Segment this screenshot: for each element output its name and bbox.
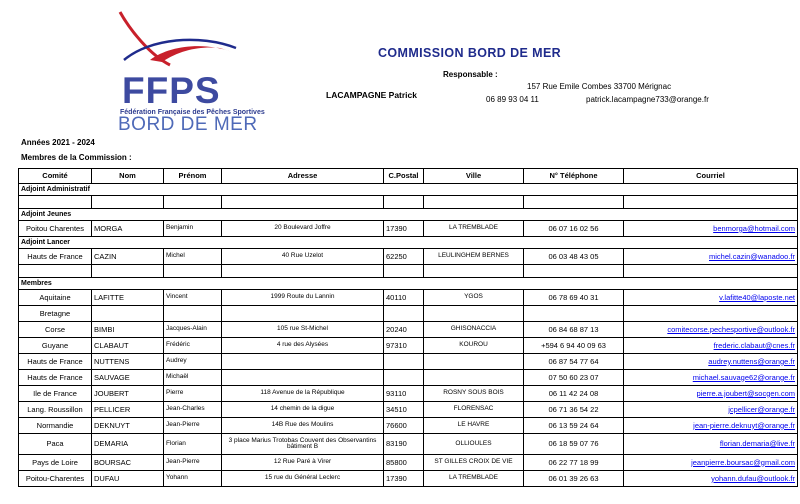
cell-nom: DUFAU <box>92 471 164 487</box>
cell-cp: 97310 <box>384 338 424 354</box>
table-row-empty <box>19 196 798 209</box>
section-adjoint-admin <box>19 184 798 196</box>
col-telephone: N° Téléphone <box>524 169 624 184</box>
table-cell-empty <box>92 196 164 209</box>
responsable-phone: 06 89 93 04 11 <box>486 95 539 104</box>
cell-cp: 17390 <box>384 221 424 237</box>
cell-telephone: 06 03 48 43 05 <box>524 249 624 265</box>
cell-nom: DEKNUYT <box>92 418 164 434</box>
cell-courriel[interactable]: benmorga@hotmail.com <box>624 221 798 237</box>
cell-comite: Paca <box>19 434 92 455</box>
cell-comite: Normandie <box>19 418 92 434</box>
table-cell-empty <box>19 265 92 278</box>
cell-ville: LA TREMBLADE <box>424 471 524 487</box>
table-row-empty <box>19 265 798 278</box>
cell-adresse: 105 rue St-Michel <box>222 322 384 338</box>
cell-adresse: 40 Rue Uzelot <box>222 249 384 265</box>
table-row <box>19 434 798 455</box>
cell-telephone: 06 87 54 77 64 <box>524 354 624 370</box>
cell-comite: Bretagne <box>19 306 92 322</box>
cell-comite: Poitou-Charentes <box>19 471 92 487</box>
cell-cp: 62250 <box>384 249 424 265</box>
cell-adresse: 14 chemin de la digue <box>222 402 384 418</box>
table-row <box>19 471 798 487</box>
table-cell-empty <box>524 265 624 278</box>
cell-prenom: Audrey <box>164 354 222 370</box>
col-prenom: Prénom <box>164 169 222 184</box>
cell-comite: Poitou Charentes <box>19 221 92 237</box>
cell-telephone: 06 18 59 07 76 <box>524 434 624 455</box>
cell-nom: PELLICER <box>92 402 164 418</box>
col-ville: Ville <box>424 169 524 184</box>
cell-adresse: 4 rue des Alysées <box>222 338 384 354</box>
cell-cp: 93110 <box>384 386 424 402</box>
col-courriel: Courriel <box>624 169 798 184</box>
cell-prenom <box>164 306 222 322</box>
cell-telephone: 06 01 39 26 63 <box>524 471 624 487</box>
cell-cp <box>384 354 424 370</box>
cell-prenom: Jean-Pierre <box>164 418 222 434</box>
section-filler <box>164 278 798 290</box>
cell-ville: ST GILLES CROIX DE VIE <box>424 455 524 471</box>
cell-courriel[interactable]: yohann.dufau@outlook.fr <box>624 471 798 487</box>
cell-comite: Hauts de France <box>19 370 92 386</box>
cell-nom: CAZIN <box>92 249 164 265</box>
table-cell-empty <box>524 196 624 209</box>
logo-subtitle: Fédération Française des Pêches Sportives <box>120 109 265 116</box>
responsable-address: 157 Rue Emile Combes 33700 Mérignac <box>527 82 672 91</box>
table-row <box>19 354 798 370</box>
cell-adresse: 118 Avenue de la République <box>222 386 384 402</box>
cell-telephone: 06 84 68 87 13 <box>524 322 624 338</box>
table-row <box>19 402 798 418</box>
cell-telephone: 06 71 36 54 22 <box>524 402 624 418</box>
cell-courriel[interactable]: florian.demaria@live.fr <box>624 434 798 455</box>
cell-prenom: Benjamin <box>164 221 222 237</box>
cell-nom: BIMBI <box>92 322 164 338</box>
responsable-email: patrick.lacampagne733@orange.fr <box>586 95 709 104</box>
cell-prenom: Yohann <box>164 471 222 487</box>
cell-adresse: 14B Rue des Moulins <box>222 418 384 434</box>
cell-nom: BOURSAC <box>92 455 164 471</box>
cell-comite: Corse <box>19 322 92 338</box>
cell-telephone: 06 78 69 40 31 <box>524 290 624 306</box>
cell-adresse <box>222 370 384 386</box>
cell-ville: YGOS <box>424 290 524 306</box>
table-cell-empty <box>384 196 424 209</box>
logo-tagline: BORD DE MER <box>118 114 258 135</box>
cell-ville: LA TREMBLADE <box>424 221 524 237</box>
cell-nom: LAFITTE <box>92 290 164 306</box>
cell-prenom: Jacques-Alain <box>164 322 222 338</box>
cell-ville <box>424 354 524 370</box>
section-label: Adjoint Jeunes <box>19 209 164 221</box>
table-cell-empty <box>424 196 524 209</box>
cell-ville <box>424 370 524 386</box>
cell-courriel[interactable]: frederic.clabaut@cnes.fr <box>624 338 798 354</box>
page-title: COMMISSION BORD DE MER <box>378 46 562 60</box>
cell-prenom: Florian <box>164 434 222 455</box>
cell-ville <box>424 306 524 322</box>
table-row <box>19 306 798 322</box>
section-label: Membres <box>19 278 164 290</box>
section-adjoint-jeunes <box>19 209 798 221</box>
cell-cp: 17390 <box>384 471 424 487</box>
cell-ville: LEULINGHEM BERNES <box>424 249 524 265</box>
cell-prenom: Jean-Charles <box>164 402 222 418</box>
section-label: Adjoint Administratif <box>19 184 164 196</box>
table-row <box>19 290 798 306</box>
cell-ville: FLORENSAC <box>424 402 524 418</box>
table-cell-empty <box>624 196 798 209</box>
cell-telephone: +594 6 94 40 09 63 <box>524 338 624 354</box>
logo-acronym: FFPS <box>122 70 221 111</box>
cell-telephone <box>524 306 624 322</box>
section-label: Adjoint Lancer <box>19 237 164 249</box>
cell-prenom: Frédéric <box>164 338 222 354</box>
cell-nom: DEMARIA <box>92 434 164 455</box>
cell-courriel[interactable]: comitecorse.pechesportive@outlook.fr <box>624 322 798 338</box>
cell-cp: 83190 <box>384 434 424 455</box>
cell-adresse: 15 rue du Général Leclerc <box>222 471 384 487</box>
cell-courriel[interactable]: michael.sauvage62@orange.fr <box>624 370 798 386</box>
cell-telephone: 06 11 42 24 08 <box>524 386 624 402</box>
col-comite: Comité <box>19 169 92 184</box>
members-label: Membres de la Commission : <box>21 153 132 162</box>
table-cell-empty <box>19 196 92 209</box>
cell-ville: ROSNY SOUS BOIS <box>424 386 524 402</box>
cell-courriel[interactable]: pierre.a.joubert@socgen.com <box>624 386 798 402</box>
cell-prenom: Pierre <box>164 386 222 402</box>
col-cp: C.Postal <box>384 169 424 184</box>
table-cell-empty <box>222 265 384 278</box>
cell-ville: KOUROU <box>424 338 524 354</box>
cell-adresse <box>222 354 384 370</box>
table-cell-empty <box>424 265 524 278</box>
cell-courriel[interactable]: michel.cazin@wanadoo.fr <box>624 249 798 265</box>
cell-comite: Pays de Loire <box>19 455 92 471</box>
cell-telephone: 06 22 77 18 99 <box>524 455 624 471</box>
section-filler <box>164 209 798 221</box>
table-cell-empty <box>164 265 222 278</box>
section-filler <box>164 184 798 196</box>
cell-ville: OLLIOULES <box>424 434 524 455</box>
cell-cp <box>384 306 424 322</box>
table-row <box>19 418 798 434</box>
table-row <box>19 338 798 354</box>
cell-ville: GHISONACCIA <box>424 322 524 338</box>
table-cell-empty <box>92 265 164 278</box>
cell-telephone: 07 50 60 23 07 <box>524 370 624 386</box>
cell-nom <box>92 306 164 322</box>
cell-nom: MORGA <box>92 221 164 237</box>
section-membres <box>19 278 798 290</box>
cell-courriel[interactable]: v.lafitte40@laposte.net <box>624 290 798 306</box>
cell-telephone: 06 07 16 02 56 <box>524 221 624 237</box>
cell-comite: Ile de France <box>19 386 92 402</box>
table-cell-empty <box>624 265 798 278</box>
cell-nom: CLABAUT <box>92 338 164 354</box>
cell-courriel[interactable]: jeanpierre.boursac@gmail.com <box>624 455 798 471</box>
cell-nom: SAUVAGE <box>92 370 164 386</box>
cell-adresse <box>222 306 384 322</box>
cell-cp: 40110 <box>384 290 424 306</box>
cell-courriel <box>624 306 798 322</box>
col-nom: Nom <box>92 169 164 184</box>
cell-cp: 76600 <box>384 418 424 434</box>
cell-adresse: 1999 Route du Lannin <box>222 290 384 306</box>
cell-cp: 85800 <box>384 455 424 471</box>
cell-courriel[interactable]: audrey.nuttens@orange.fr <box>624 354 798 370</box>
table-cell-empty <box>164 196 222 209</box>
table-row <box>19 221 798 237</box>
table-row <box>19 386 798 402</box>
table-row <box>19 455 798 471</box>
cell-comite: Hauts de France <box>19 249 92 265</box>
table-cell-empty <box>384 265 424 278</box>
cell-courriel[interactable]: jean-pierre.deknuyt@orange.fr <box>624 418 798 434</box>
section-filler <box>164 237 798 249</box>
col-adresse: Adresse <box>222 169 384 184</box>
table-row <box>19 370 798 386</box>
cell-prenom: Michel <box>164 249 222 265</box>
cell-cp <box>384 370 424 386</box>
cell-comite: Hauts de France <box>19 354 92 370</box>
responsable-label: Responsable : <box>443 70 498 79</box>
commission-table <box>18 168 798 487</box>
section-adjoint-lancer <box>19 237 798 249</box>
table-header-row <box>19 169 798 184</box>
cell-adresse: 3 place Marius Trotobas Couvent des Observantins bâtiment B <box>222 434 384 455</box>
cell-ville: LE HAVRE <box>424 418 524 434</box>
cell-nom: JOUBERT <box>92 386 164 402</box>
cell-prenom: Michaël <box>164 370 222 386</box>
cell-courriel[interactable]: jcpellicer@orange.fr <box>624 402 798 418</box>
cell-prenom: Jean-Pierre <box>164 455 222 471</box>
cell-cp: 20240 <box>384 322 424 338</box>
cell-adresse: 20 Boulevard Joffre <box>222 221 384 237</box>
cell-comite: Guyane <box>19 338 92 354</box>
cell-comite: Lang. Roussillon <box>19 402 92 418</box>
table-cell-empty <box>222 196 384 209</box>
cell-adresse: 12 Rue Paré à Virer <box>222 455 384 471</box>
table-row <box>19 322 798 338</box>
cell-prenom: Vincent <box>164 290 222 306</box>
cell-telephone: 06 13 59 24 64 <box>524 418 624 434</box>
years-label: Années 2021 - 2024 <box>21 138 95 147</box>
cell-cp: 34510 <box>384 402 424 418</box>
table-row <box>19 249 798 265</box>
responsable-name: LACAMPAGNE Patrick <box>326 90 417 100</box>
cell-comite: Aquitaine <box>19 290 92 306</box>
cell-nom: NUTTENS <box>92 354 164 370</box>
